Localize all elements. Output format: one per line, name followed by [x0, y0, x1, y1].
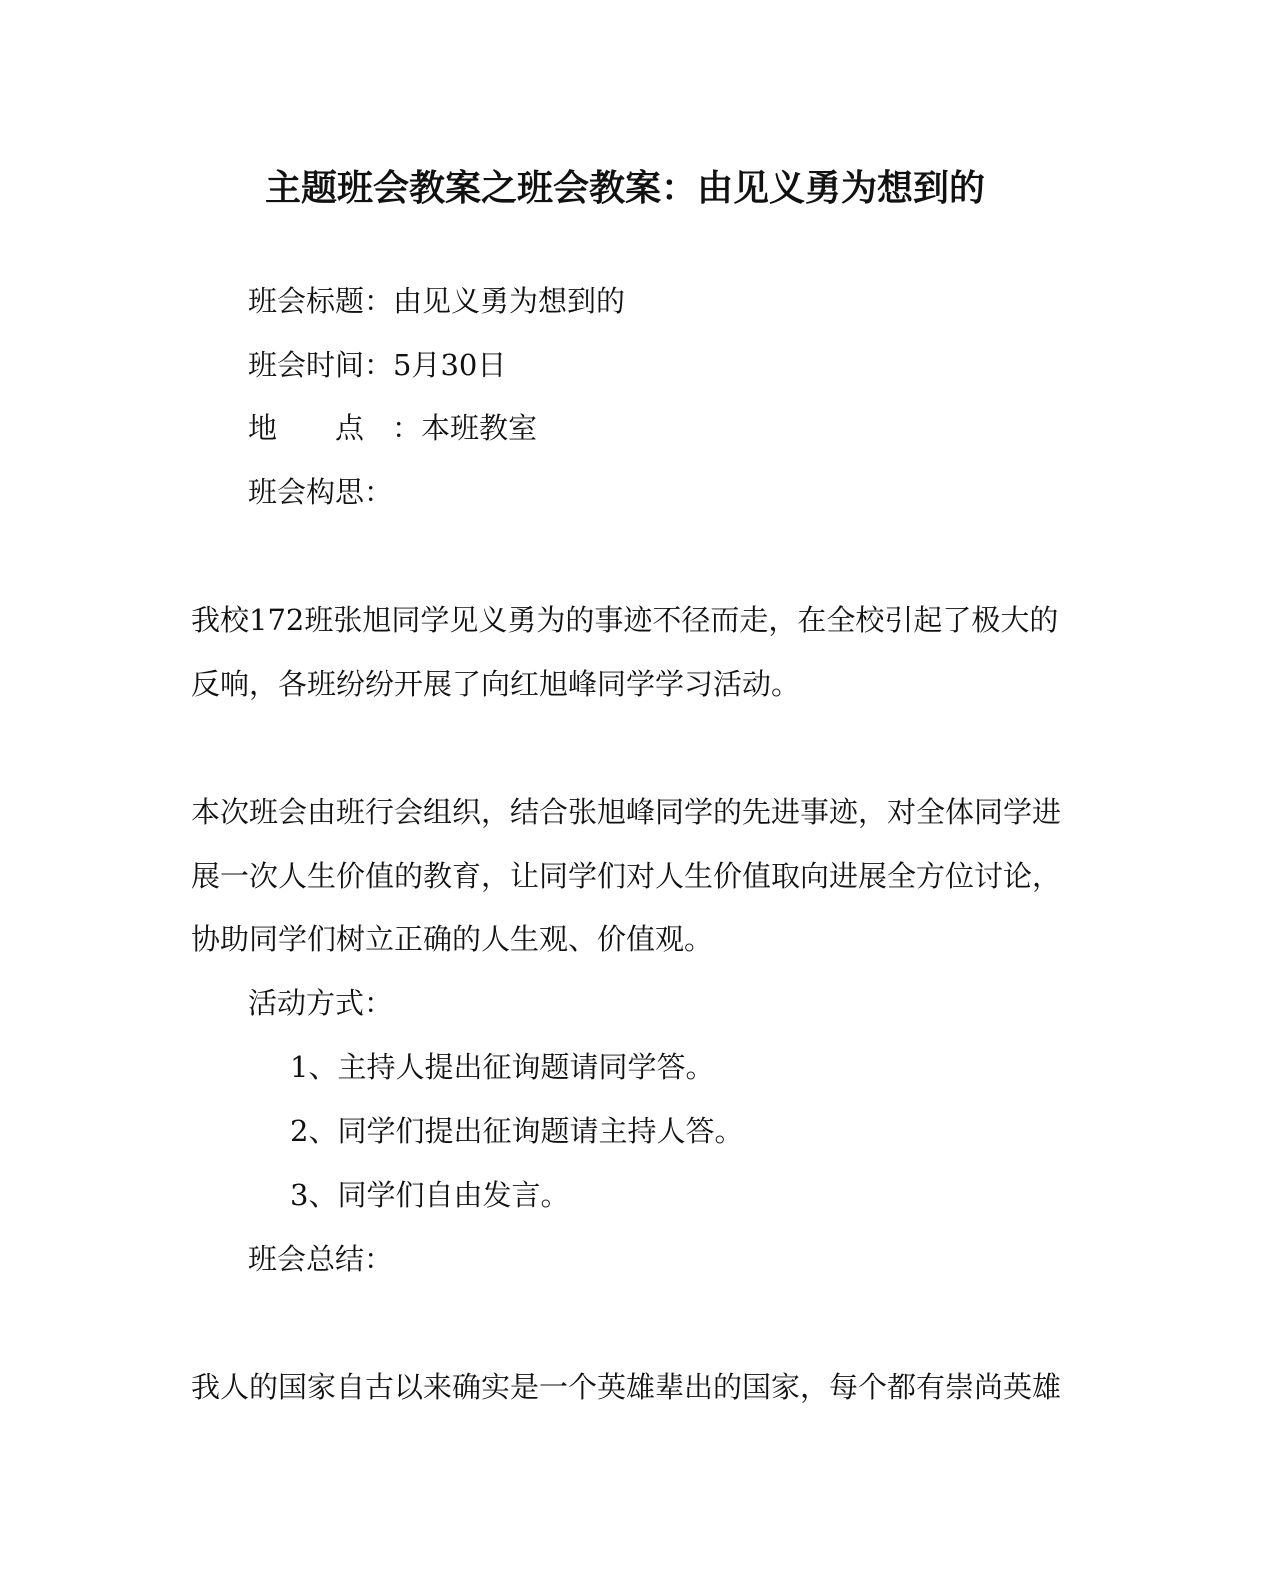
paragraph-line: 本次班会由班行会组织，结合张旭峰同学的先进事迹，对全体同学进 [191, 795, 1062, 829]
document-title: 主题班会教案之班会教案：由见义勇为想到的 [264, 167, 985, 209]
paragraph-line: 协助同学们树立正确的人生观、价值观。 [191, 922, 714, 956]
activity-heading: 活动方式： [248, 986, 394, 1020]
activity-item: 2、同学们提出征询题请主持人答。 [290, 1114, 744, 1148]
activity-item: 3、同学们自由发言。 [290, 1178, 570, 1212]
meta-time: 班会时间：5月30日 [248, 348, 507, 382]
activity-item: 1、主持人提出征询题请同学答。 [290, 1050, 715, 1084]
paragraph-line: 反响，各班纷纷开展了向红旭峰同学学习活动。 [191, 667, 801, 701]
meta-topic: 班会标题：由见义勇为想到的 [248, 284, 626, 318]
summary-heading: 班会总结： [248, 1242, 394, 1276]
meta-location [248, 408, 537, 448]
meta-location-label: 地 点 [248, 411, 365, 445]
paragraph-line: 展一次人生价值的教育，让同学们对人生价值取向进展全方位讨论， [191, 859, 1062, 893]
concept-heading: 班会构思： [248, 475, 394, 509]
paragraph-line: 我校172班张旭同学见义勇为的事迹不径而走，在全校引起了极大的 [191, 603, 1059, 637]
paragraph-line: 我人的国家自古以来确实是一个英雄辈出的国家，每个都有崇尚英雄 [191, 1370, 1062, 1404]
meta-location-value: ：本班教室 [392, 411, 538, 445]
